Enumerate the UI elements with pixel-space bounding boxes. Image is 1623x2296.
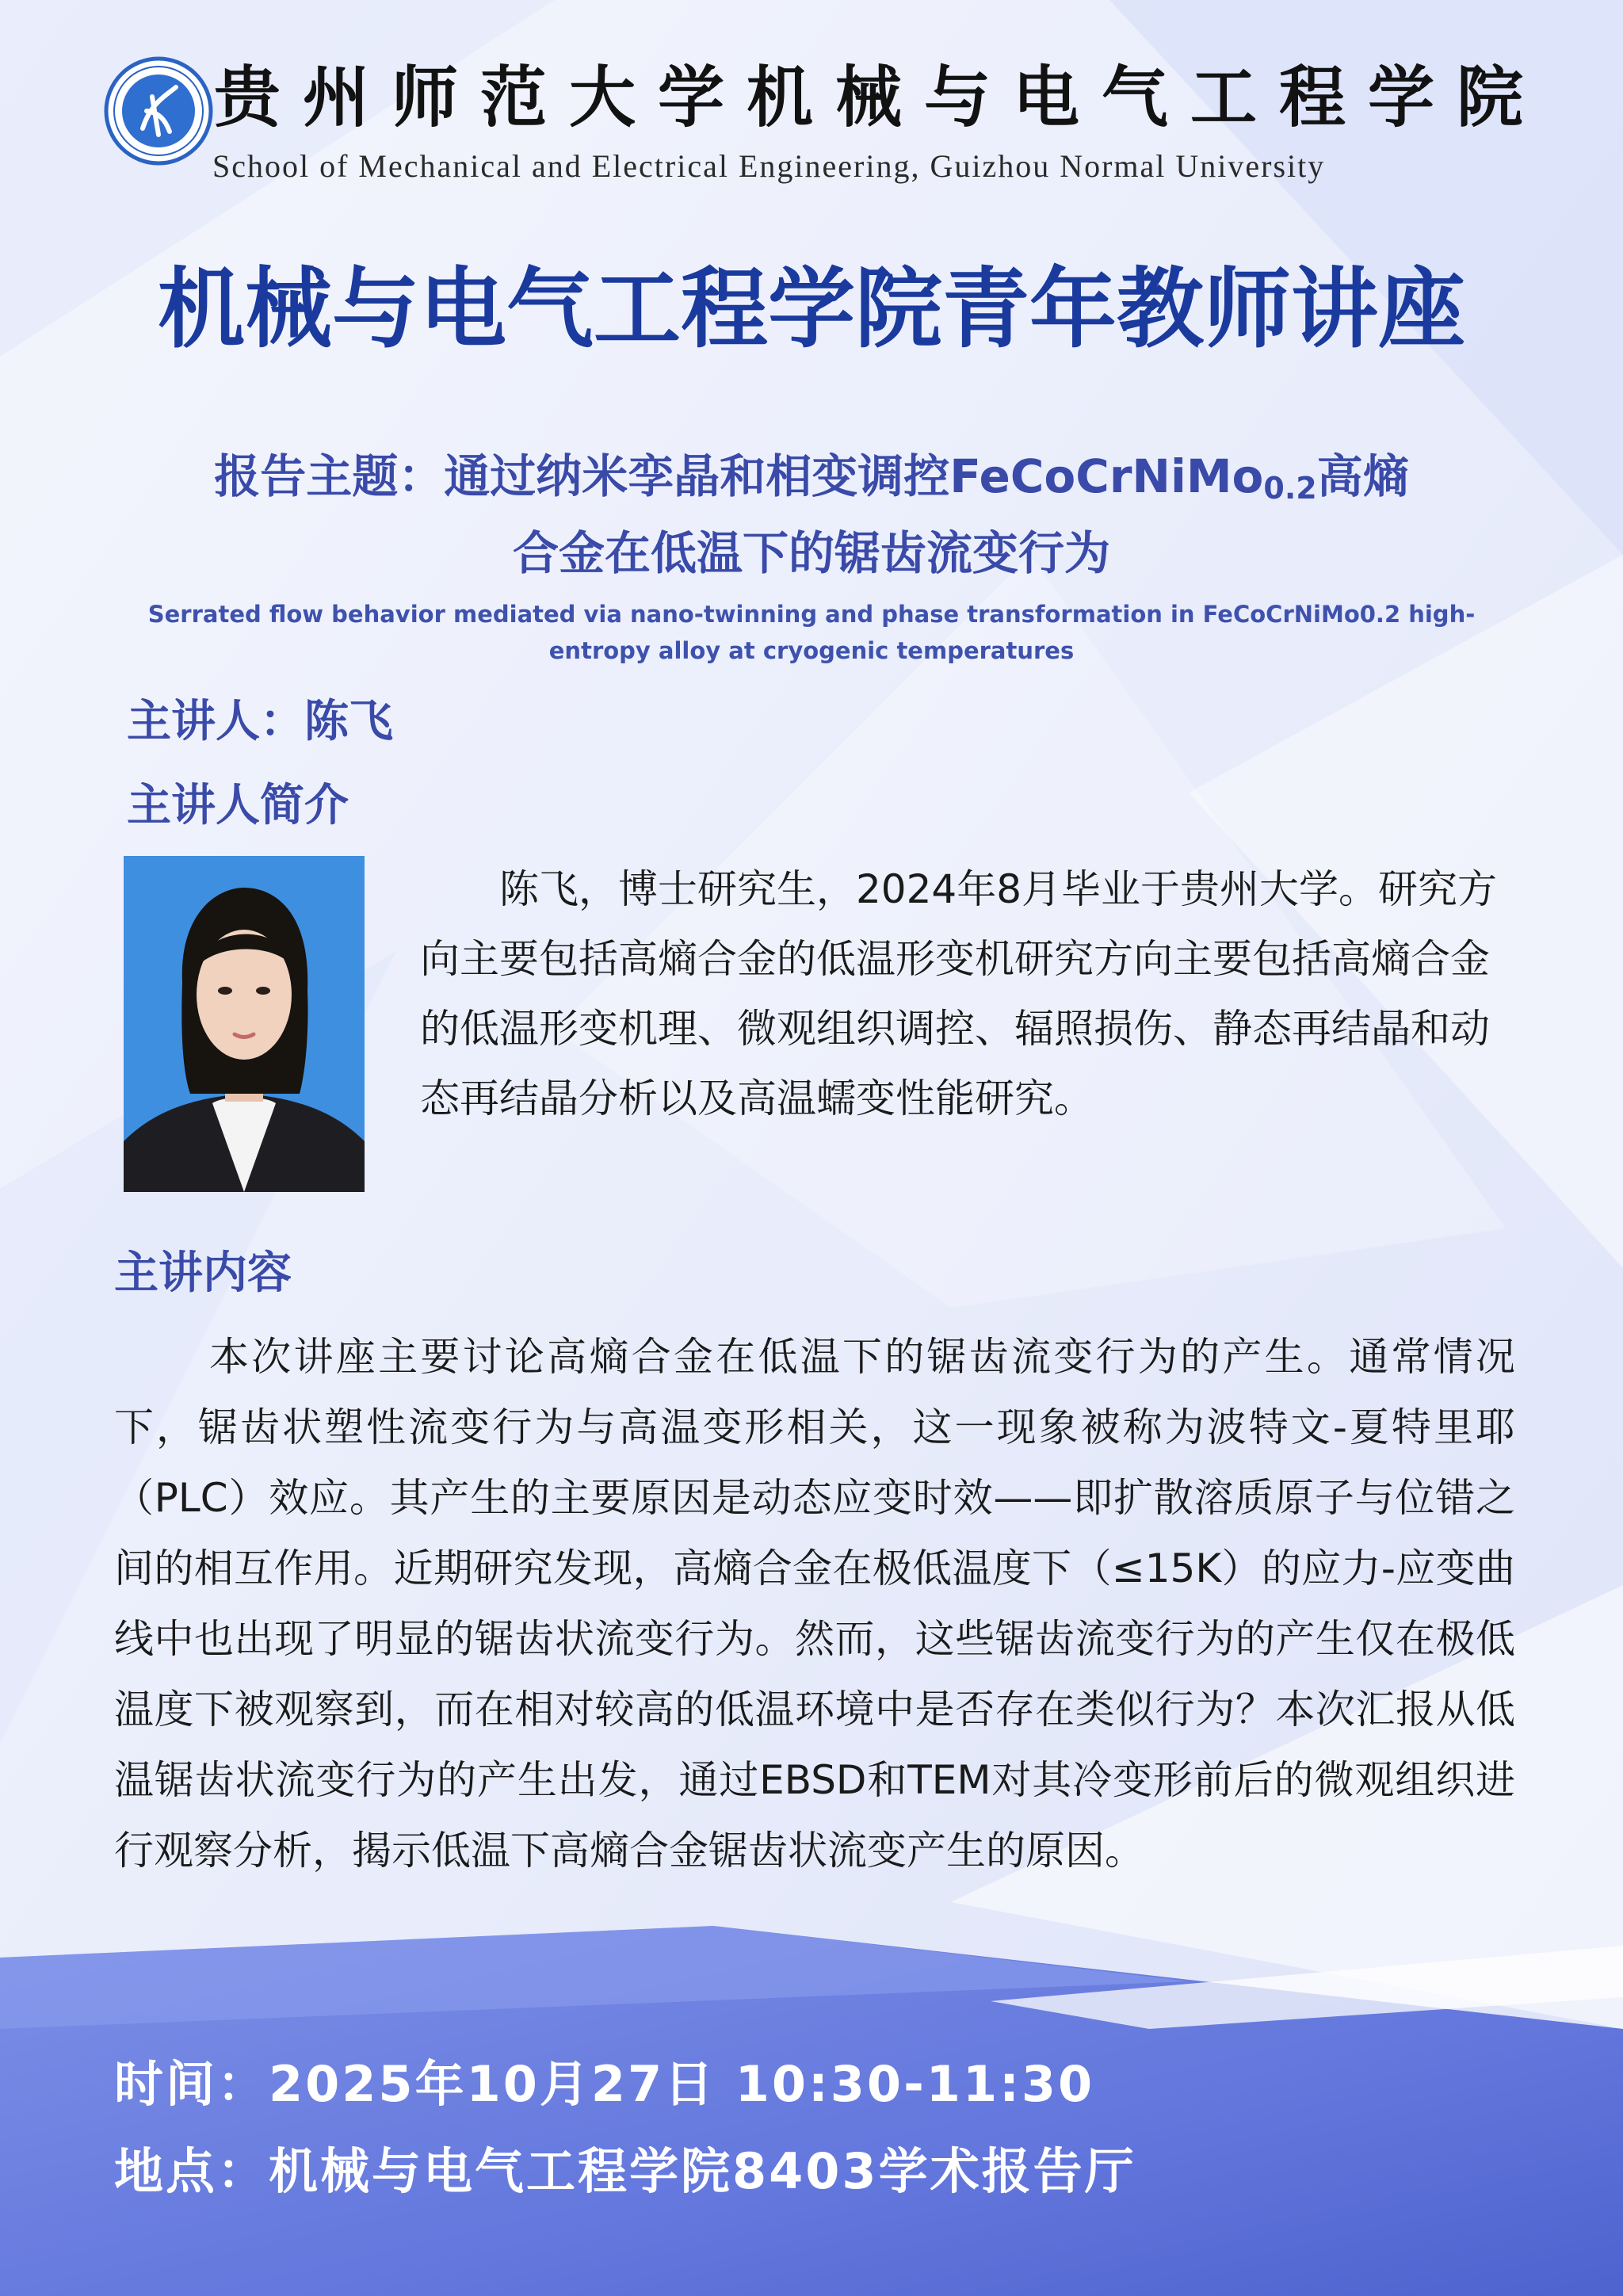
place-label: 地点： [114, 2142, 269, 2200]
event-place [114, 2140, 1136, 2203]
speaker-bio: 陈飞，博士研究生，2024年8月毕业于贵州大学。研究方向主要包括高熵合金的低温形变机研究方向主要包括高熵合金的低温形变机理、微观组织调控、辐照损伤、静态再结晶和动态再结晶分析以及高温蠕变性能研究。 [420, 866, 1498, 1121]
place-value: 机械与电气工程学院8403学术报告厅 [269, 2142, 1136, 2200]
event-time [114, 2053, 1094, 2116]
topic-label: 报告主题： [214, 449, 445, 503]
school-name-cn: 贵州师范大学机械与电气工程学院 [214, 58, 1546, 136]
content-body: 本次讲座主要讨论高熵合金在低温下的锯齿流变行为的产生。通常情况下，锯齿状塑性流变行为与高温变形相关，这一现象被称为波特文-夏特里耶（PLC）效应。其产生的主要原因是动态应变时效——即扩散溶质原子与位错之间的相互作用。近期研究发现，高熵合金在极低温度下（≤15K）的应力-应变曲线中也出现了明显的锯齿状流变行为。然而，这些锯齿流变行为的产生仅在极低温度下被观察到，而在相对较高的低温环境中是否存在类似行为？本次汇报从低温锯齿状流变行为的产生出发，通过EBSD和TEM对其冷变形前后的微观组织进行观察分析，揭示低温下高熵合金锯齿状流变产生的原因。 [114, 1334, 1515, 1874]
time-value: 2025年10月27日 10:30-11:30 [269, 2055, 1095, 2113]
speaker-photo [124, 856, 365, 1192]
topic-text-line1-end: 高熵 [1316, 449, 1409, 503]
page-title: 机械与电气工程学院青年教师讲座 [158, 258, 1465, 360]
topic-english: Serrated flow behavior mediated via nano-twinning and phase transformation in FeCoCrNiMo0.2 high-entropy alloy at cryogenic temperatures [147, 601, 1476, 664]
speaker-label: 主讲人： [127, 696, 304, 747]
university-seal-icon [103, 55, 214, 166]
report-topic [95, 444, 1528, 586]
speaker [127, 694, 393, 750]
content-heading: 主讲内容 [114, 1247, 292, 1299]
topic-text-line2: 合金在低温下的锯齿流变行为 [512, 526, 1110, 580]
topic-subscript: 0.2 [1263, 471, 1317, 506]
speaker-intro-heading: 主讲人简介 [127, 780, 349, 831]
school-name-en: School of Mechanical and Electrical Engineering, Guizhou Normal University [212, 148, 1326, 184]
topic-text-line1: 通过纳米孪晶和相变调控FeCoCrNiMo [444, 449, 1264, 503]
time-label: 时间： [114, 2055, 269, 2113]
speaker-name: 陈飞 [304, 696, 393, 747]
